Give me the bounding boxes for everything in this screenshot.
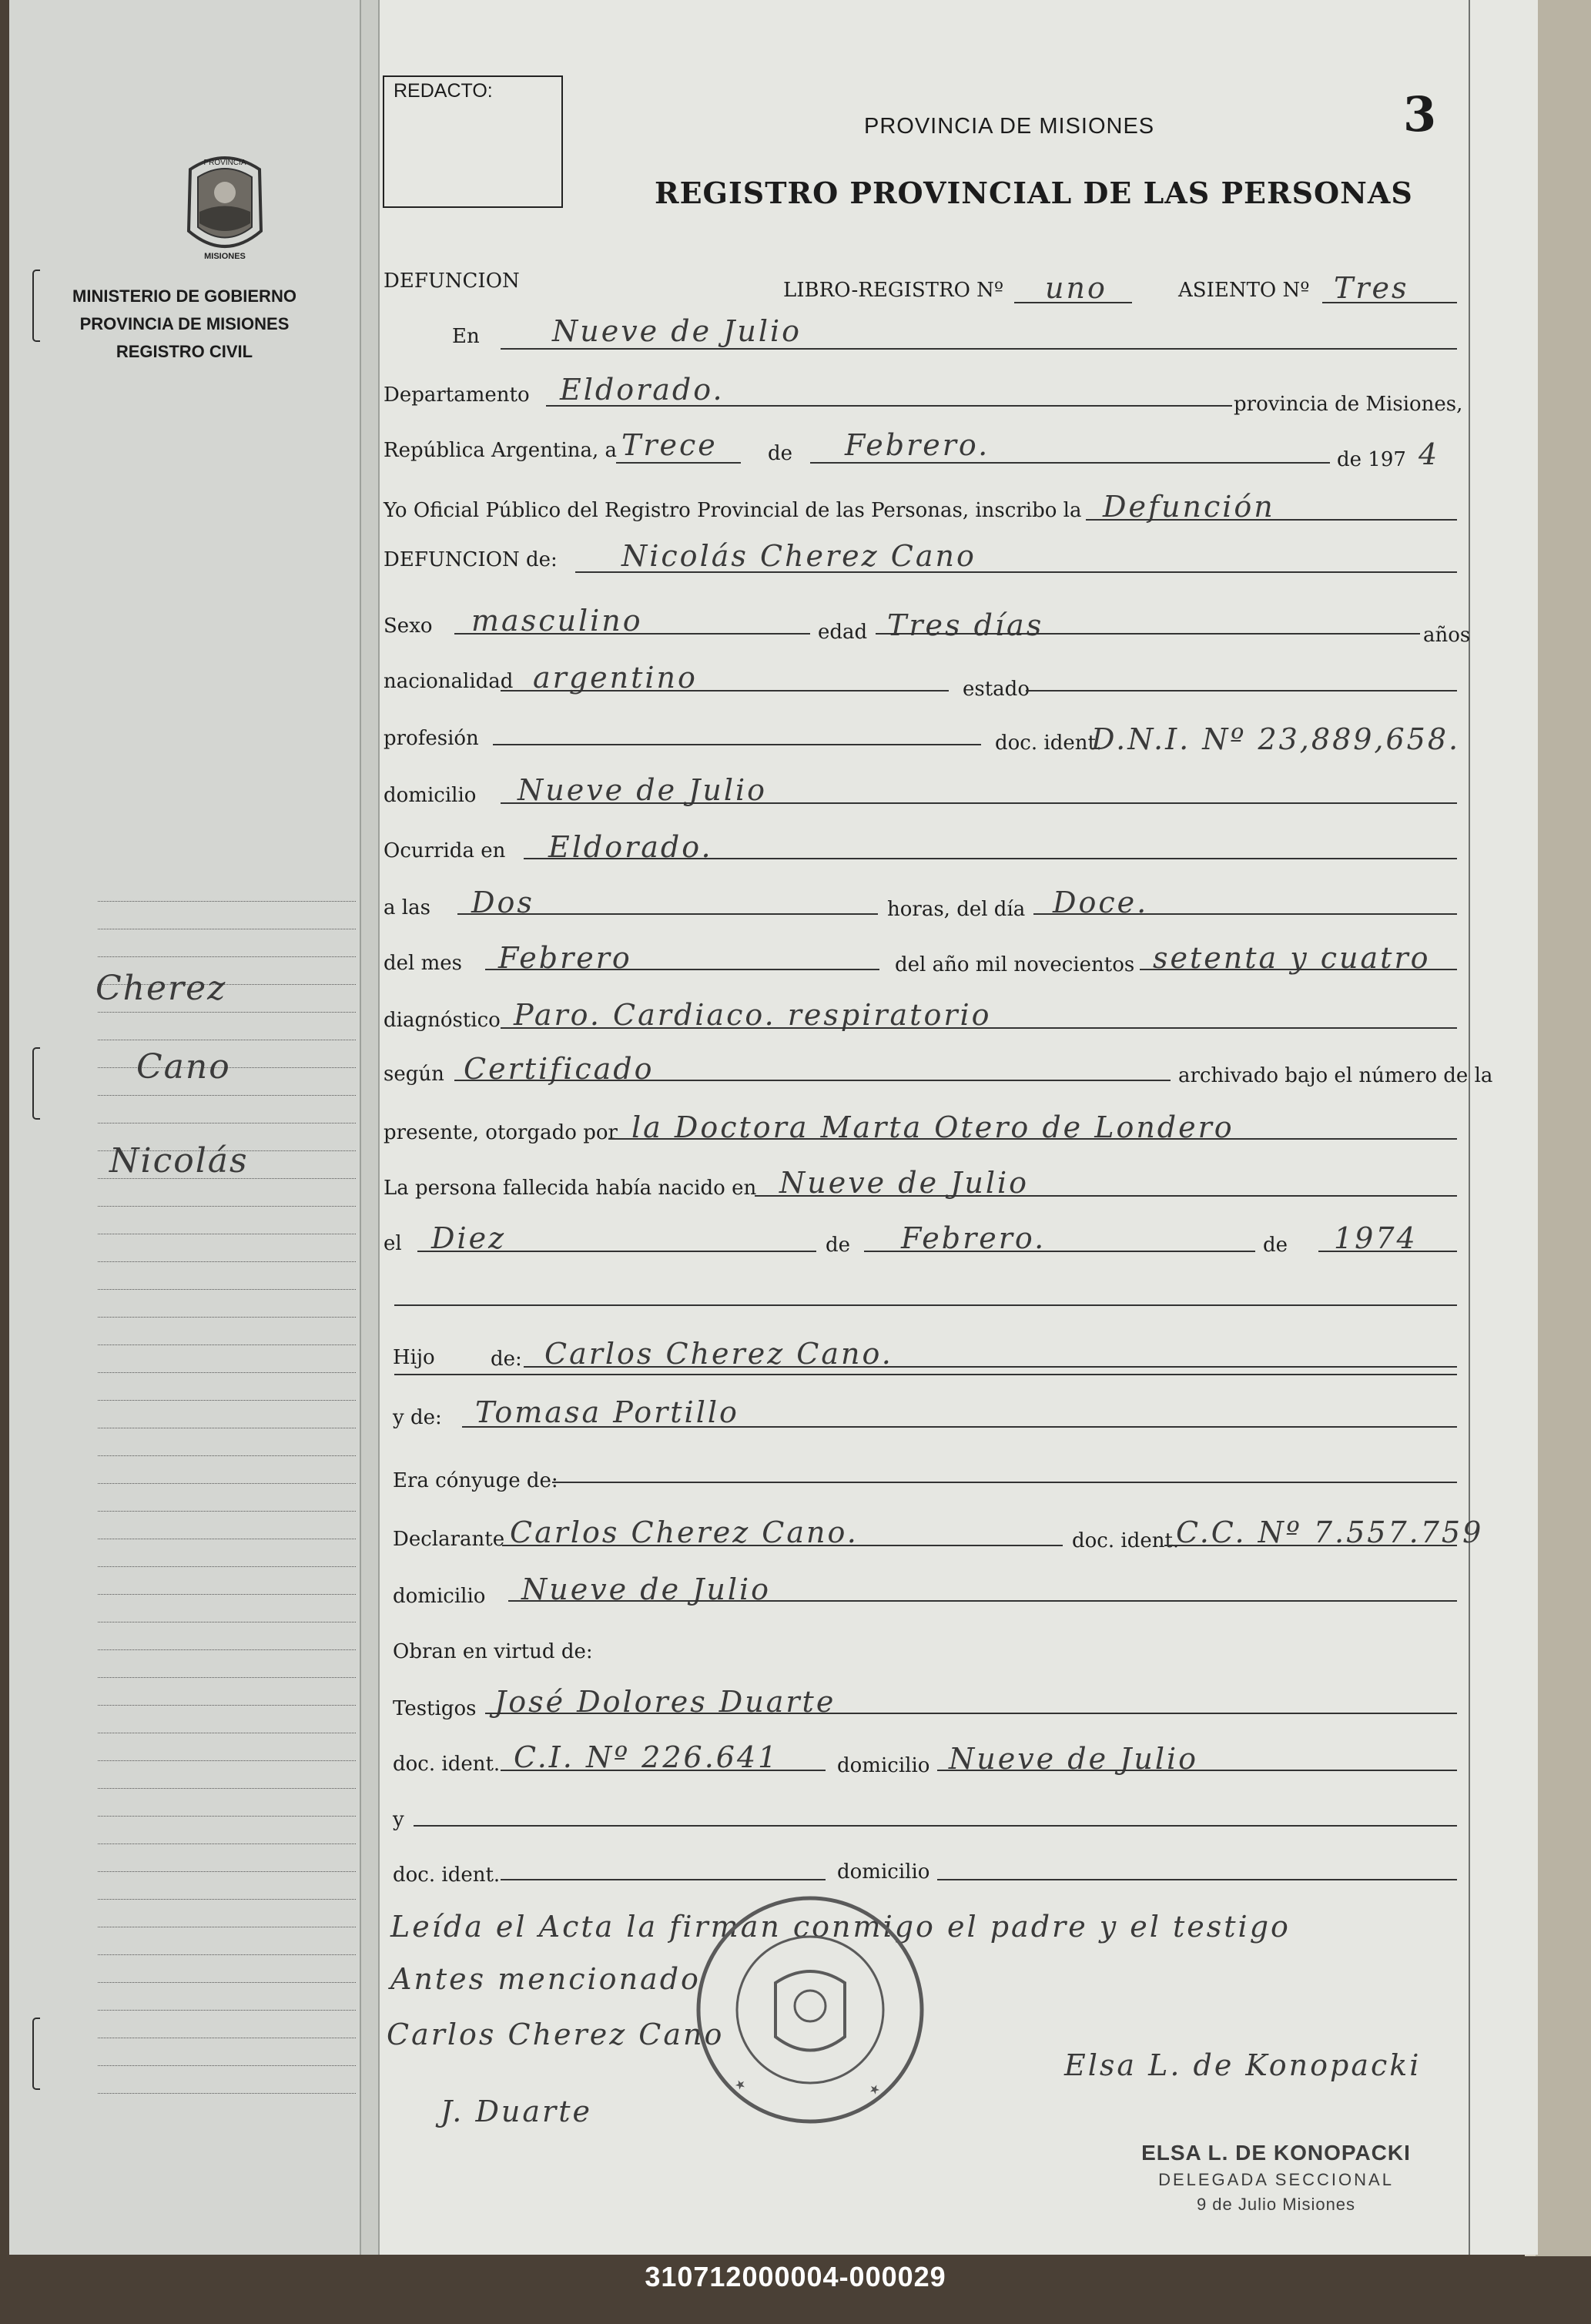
asiento-value: Tres [1334,271,1409,305]
form-rule-line [810,462,1330,464]
form-rule-line [575,571,1457,573]
ministry-line: MINISTERIO DE GOBIERNO [72,286,296,306]
margin-dotted-line [98,1261,356,1262]
ocurrida-value: Eldorado. [548,830,713,864]
defuncion-de-label: DEFUNCION de: [384,548,558,571]
svg-text:★: ★ [732,2075,749,2094]
form-rule-line [501,348,1457,350]
doc-ident-value: D.N.I. Nº 23,889,658. [1091,722,1461,756]
sexo-value: masculino [471,604,643,638]
obran-label: Obran en virtud de: [393,1640,593,1663]
del-mes-value: Febrero [498,941,632,975]
margin-dotted-line [98,1012,356,1013]
form-rule-line [502,1545,1063,1546]
a-las-label: a las [384,896,430,919]
margin-dotted-line [98,1372,356,1373]
margin-dotted-line [98,2010,356,2011]
ministry-province-line: PROVINCIA DE MISIONES [79,314,290,333]
testigo-dom-label: domicilio [837,1754,930,1777]
signature-official: Elsa L. de Konopacki [1064,2048,1422,2082]
form-rule-line [864,1251,1255,1252]
declarante-doc-value: C.C. Nº 7.557.759 [1176,1515,1484,1549]
form-rule-line [616,462,741,464]
segun-value: Certificado [464,1052,655,1086]
testigo-dom-value: Nueve de Julio [949,1742,1199,1776]
departamento-value: Eldorado. [560,373,725,407]
republica-label: República Argentina, a [384,439,617,462]
conyuge-label: Era cónyuge de: [393,1469,558,1492]
registry-title: REGISTRO PROVINCIAL DE LAS PERSONAS [655,176,1413,210]
margin-dotted-line [98,1899,356,1900]
en-label: En [452,325,480,348]
doc-ident-label: doc. ident. [995,732,1103,755]
margin-dotted-line [98,1760,356,1761]
signature-testigo: J. Duarte [440,2095,592,2128]
form-rule-line [1033,913,1457,915]
margin-dotted-line [98,1594,356,1595]
nacido-value: Nueve de Julio [779,1166,1030,1200]
form-rule-line [462,1426,1457,1428]
form-rule-line [417,1251,816,1252]
dom2-label: domicilio [837,1860,930,1884]
de-label: de [768,442,793,465]
form-rule-line [501,1770,826,1771]
presente-value: la Doctora Marta Otero de Londero [631,1110,1234,1144]
a-las-value: Dos [471,886,534,919]
declarante-label: Declarante [393,1528,505,1551]
testigos-value: José Dolores Duarte [494,1685,836,1719]
defuncion-heading: DEFUNCION [384,270,520,293]
binding-stitch [32,1047,40,1120]
margin-dotted-line [98,901,356,902]
domicilio-value: Nueve de Julio [517,773,768,807]
margin-dotted-line [98,1954,356,1955]
margin-dotted-line [98,1871,356,1872]
form-rule-line [394,1374,1457,1375]
year-suffix-value: 4 [1419,437,1440,471]
del-mes-label: del mes [384,952,462,975]
form-rule-line [1014,302,1132,303]
margin-dotted-line [98,1289,356,1290]
hijo-label: Hijo [393,1346,435,1369]
testigo-doc-label: doc. ident. [393,1753,501,1776]
svg-text:PROVINCIA: PROVINCIA [203,159,246,167]
form-rule-line [524,858,1457,859]
margin-dotted-line [98,2093,356,2094]
mes-value: Febrero. [845,428,990,462]
register-page [9,0,1538,2255]
form-rule-line [1086,519,1457,521]
margin-dotted-line [98,1788,356,1789]
margin-dotted-line [98,1317,356,1318]
barcode-number: 310712000004-000029 [645,2261,946,2292]
estado-label: estado [963,678,1030,701]
libro-value: uno [1045,271,1107,305]
de-year-label: de 197 [1337,448,1406,471]
right-border-line [1469,0,1470,2255]
redacto-label: REDACTO: [394,80,493,102]
form-rule-line [501,802,1457,804]
asiento-label: ASIENTO Nº [1178,279,1310,302]
margin-dotted-line [98,1982,356,1983]
form-rule-line [937,1770,1457,1771]
dia-value: Trece [621,428,718,462]
sexo-label: Sexo [384,614,433,638]
nacionalidad-value: argentino [533,661,698,695]
form-rule-line [524,1366,1457,1368]
form-rule-line [485,969,879,970]
en-value: Nueve de Julio [552,314,802,348]
yo-oficial-label: Yo Oficial Público del Registro Provincial de las Personas, inscribo la [384,499,1082,522]
profesion-label: profesión [384,727,479,750]
margin-dotted-line [98,1483,356,1484]
declarante-dom-label: domicilio [393,1585,486,1608]
margin-dotted-line [98,1566,356,1567]
horas-value: Doce. [1053,886,1149,919]
margin-dotted-line [98,1095,356,1096]
form-rule-line [414,1825,1457,1827]
form-rule-line [876,633,1420,635]
form-rule-line [501,1879,826,1880]
presente-label: presente, otorgado por [384,1121,618,1144]
anos-label: años [1423,624,1471,647]
el-value: Diez [431,1221,507,1255]
y-de-label: y de: [393,1406,442,1429]
del-ano-value: setenta y cuatro [1153,941,1431,975]
horas-label: horas, del día [887,898,1026,921]
binding-spine [360,0,380,2255]
provincia-suffix: provincia de Misiones, [1234,393,1463,416]
form-rule-line [454,633,810,635]
testigo-doc-value: C.I. Nº 226.641 [514,1740,779,1774]
el-label: el [384,1232,402,1255]
segun-label: según [384,1063,444,1086]
inscribo-value: Defunción [1103,490,1275,524]
form-rule-line [608,1138,1457,1140]
form-rule-line [1140,969,1457,970]
el-de-year-label: de [1263,1234,1288,1257]
svg-text:MISIONES: MISIONES [204,252,246,261]
page-number: 3 [1403,86,1437,142]
el-mes-value: Febrero. [901,1221,1047,1255]
redacto-box [383,75,563,208]
domicilio-label: domicilio [384,784,477,807]
margin-dotted-line [98,1206,356,1207]
svg-text:★: ★ [866,2080,883,2098]
y-label: y [393,1808,404,1831]
form-rule-line [454,1080,1171,1081]
nacido-label: La persona fallecida había nacido en [384,1177,757,1200]
form-rule-line [508,1600,1457,1602]
margin-dotted-line [98,956,356,957]
registry-civil-line: REGISTRO CIVIL [116,342,253,361]
margin-dotted-line [98,2065,356,2066]
declarante-doc-label: doc. ident. [1072,1529,1180,1552]
form-rule-line [501,690,949,692]
form-rule-line [1164,1545,1457,1546]
hijo-value: Carlos Cherez Cano. [544,1337,893,1371]
form-rule-line [552,1482,1457,1483]
margin-dotted-line [98,1843,356,1844]
margin-given-name: Nicolás [109,1141,249,1180]
declarante-value: Carlos Cherez Cano. [510,1515,859,1549]
margin-dotted-line [98,1649,356,1650]
margin-surname-maternal: Cano [136,1047,231,1087]
form-rule-line [1318,1251,1457,1252]
edad-label: edad [818,621,868,644]
provincial-coat-of-arms-icon [175,146,275,266]
form-rule-line [493,744,981,745]
testigos-label: Testigos [393,1697,477,1720]
form-rule-line [501,1027,1457,1029]
margin-dotted-line [98,1400,356,1401]
margin-surname-paternal: Cherez [95,969,227,1008]
declarante-dom-value: Nueve de Julio [521,1572,772,1606]
closing-line-2: Antes mencionado [390,1962,701,1996]
form-rule-line [457,913,878,915]
stamp-official-place: 9 de Julio Misiones [1196,2195,1356,2214]
form-rule-line [1322,302,1457,303]
el-de-label: de [826,1234,851,1257]
defuncion-de-value: Nicolás Cherez Cano [621,539,976,573]
binding-stitch [32,2018,40,2090]
official-round-seal-icon [691,1890,929,2129]
form-rule-line [755,1195,1457,1197]
diagnostico-value: Paro. Cardiaco. respiratorio [514,998,992,1032]
stamp-official-name: ELSA L. DE KONOPACKI [1141,2141,1411,2165]
departamento-label: Departamento [384,383,530,407]
hijo-de-label: de: [491,1348,522,1371]
archivado-label: archivado bajo el número de la [1178,1064,1493,1087]
nacionalidad-label: nacionalidad [384,670,514,693]
diagnostico-label: diagnóstico [384,1009,501,1032]
signature-declarante: Carlos Cherez Cano [387,2018,725,2051]
margin-dotted-line [98,1455,356,1456]
form-rule-line [394,1304,1457,1306]
form-rule-line [937,1879,1457,1880]
margin-dotted-line [98,1677,356,1678]
el-year-value: 1974 [1334,1221,1418,1255]
province-heading: PROVINCIA DE MISIONES [864,114,1155,139]
libro-label: LIBRO-REGISTRO Nº [783,279,1004,302]
edad-value: Tres días [887,608,1044,642]
form-rule-line [546,405,1232,407]
stamp-official-title: DELEGADA SECCIONAL [1158,2170,1394,2189]
form-rule-line [1026,690,1457,692]
y-de-value: Tomasa Portillo [475,1395,739,1429]
doc2-label: doc. ident. [393,1864,501,1887]
margin-dotted-line [98,1816,356,1817]
del-ano-label: del año mil novecientos [895,953,1135,976]
closing-line-1: Leída el Acta la firman conmigo el padre y el testigo [390,1910,1291,1944]
margin-dotted-line [98,1705,356,1706]
ocurrida-label: Ocurrida en [384,839,506,862]
margin-dotted-line [98,1511,356,1512]
form-rule-line [485,1713,1457,1714]
